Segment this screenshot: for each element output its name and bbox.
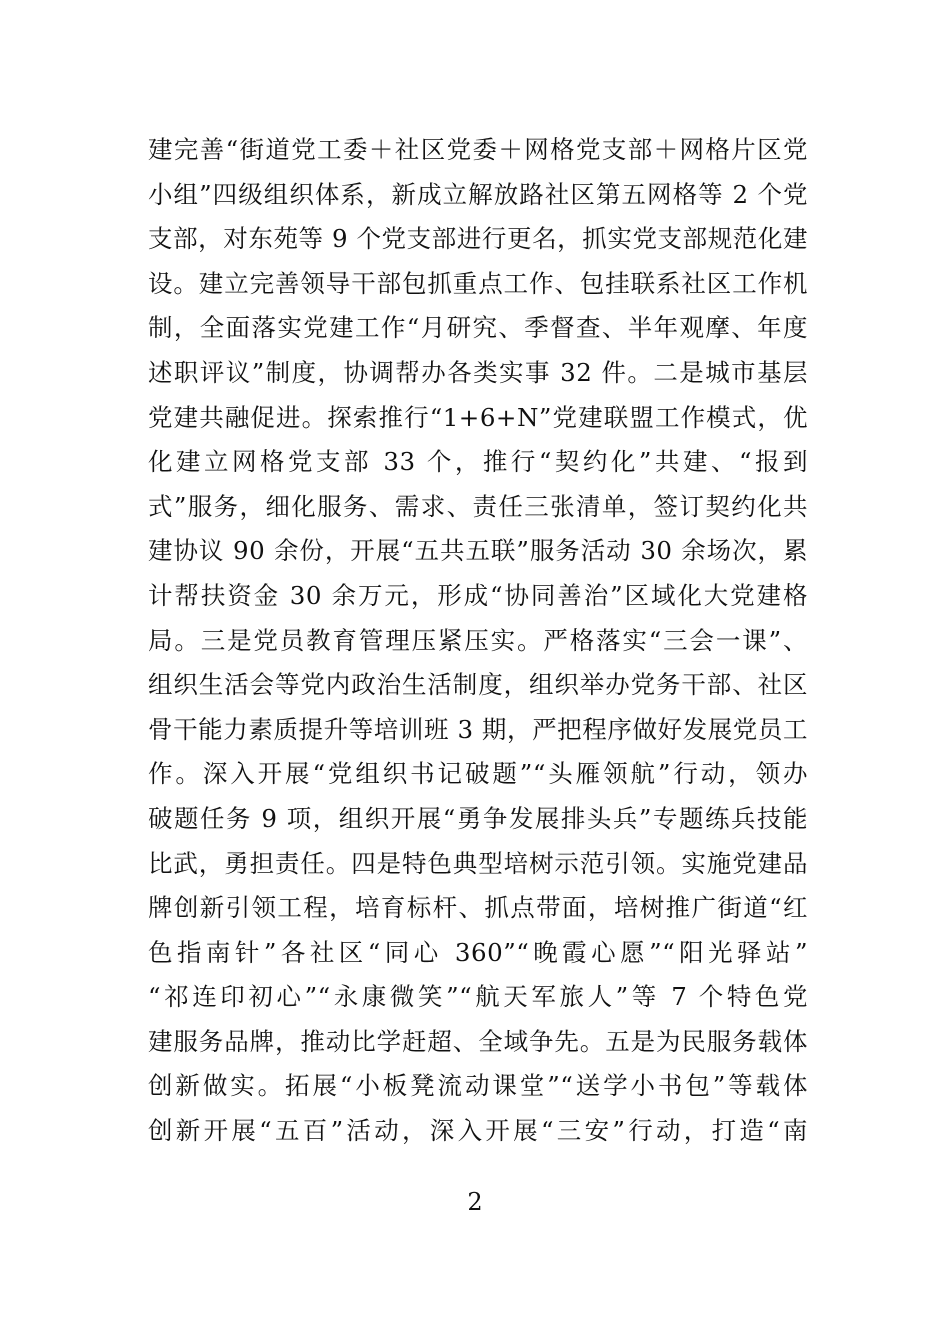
page-number: 2 [467, 1188, 483, 1216]
text-line: 骨干能力素质提升等培训班 3 期，严把程序做好发展党员工 [148, 714, 808, 744]
text-line: 述职评议”制度，协调帮办各类实事 32 件。二是城市基层 [148, 357, 808, 387]
text-line: 局。三是党员教育管理压紧压实。严格落实“三会一课”、 [148, 625, 808, 655]
body-text [148, 128, 808, 1154]
text-line: 支部，对东苑等 9 个党支部进行更名，抓实党支部规范化建 [148, 224, 808, 254]
text-line: 色指南针”各社区“同心 360”“晚霞心愿”“阳光驿站” [148, 937, 808, 967]
text-line: 式”服务，细化服务、需求、责任三张清单，签订契约化共 [148, 491, 808, 521]
text-line: “祁连印初心”“永康微笑”“航天军旅人”等 7 个特色党 [148, 982, 808, 1012]
text-line: 建服务品牌，推动比学赶超、全域争先。五是为民服务载体 [148, 1026, 808, 1056]
text-line: 牌创新引领工程，培育标杆、抓点带面，培树推广街道“红 [148, 893, 808, 923]
text-line: 建协议 90 余份，开展“五共五联”服务活动 30 余场次，累 [148, 536, 808, 566]
text-line: 设。建立完善领导干部包抓重点工作、包挂联系社区工作机 [148, 268, 808, 298]
text-line: 建完善“街道党工委＋社区党委＋网格党支部＋网格片区党 [148, 135, 808, 164]
text-line: 创新开展“五百”活动，深入开展“三安”行动，打造“南 [148, 1116, 808, 1146]
text-line: 作。深入开展“党组织书记破题”“头雁领航”行动，领办 [148, 759, 808, 789]
text-line: 制，全面落实党建工作“月研究、季督查、半年观摩、年度 [148, 313, 808, 343]
text-line: 计帮扶资金 30 余万元，形成“协同善治”区域化大党建格 [148, 580, 808, 610]
text-line: 破题任务 9 项，组织开展“勇争发展排头兵”专题练兵技能 [148, 803, 808, 833]
text-line: 化建立网格党支部 33 个，推行“契约化”共建、“报到 [148, 447, 808, 477]
text-line: 组织生活会等党内政治生活制度，组织举办党务干部、社区 [148, 670, 808, 700]
text-line: 党建共融促进。探索推行“1+6+N”党建联盟工作模式，优 [148, 402, 808, 432]
text-line: 创新做实。拓展“小板凳流动课堂”“送学小书包”等载体 [148, 1071, 808, 1101]
text-line: 比武，勇担责任。四是特色典型培树示范引领。实施党建品 [148, 848, 808, 878]
text-line: 小组”四级组织体系，新成立解放路社区第五网格等 2 个党 [148, 179, 808, 209]
